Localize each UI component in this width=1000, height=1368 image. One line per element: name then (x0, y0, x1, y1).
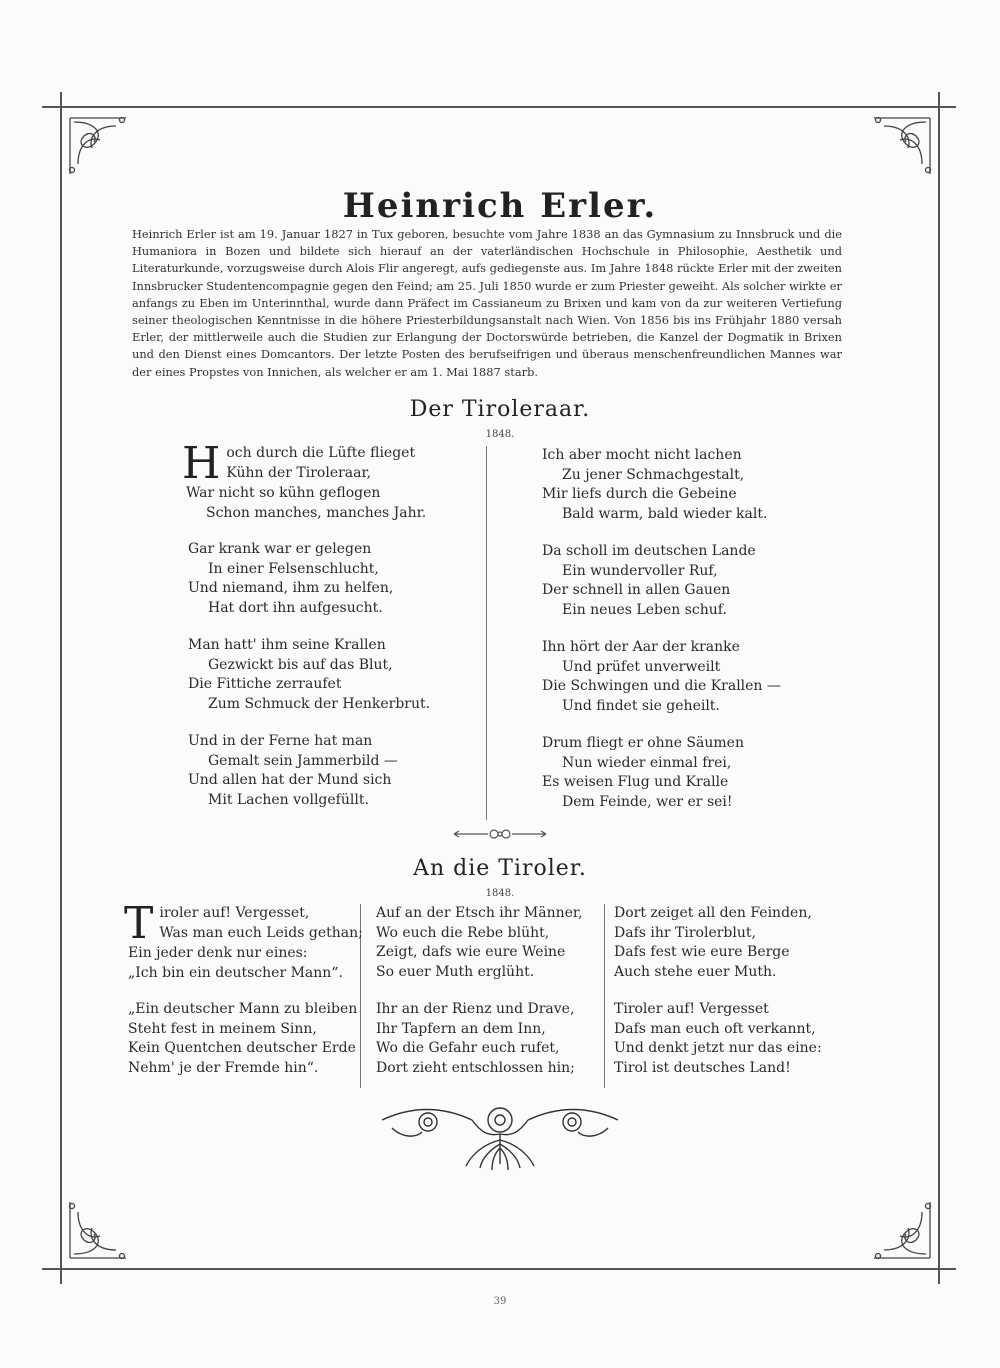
stanza (188, 540, 393, 618)
verse-line: Ein jeder denk nur eines: (128, 945, 308, 961)
verse-line: In einer Felsenschlucht, (208, 560, 379, 577)
verse-line: Zu jener Schmachgestalt, (562, 466, 745, 483)
verse-line: Kühn der Tiroleraar, (226, 464, 372, 481)
verse-line: Zeigt, dafs wie eure Weine (376, 944, 566, 960)
verse-line: Der schnell in allen Gauen (542, 582, 731, 598)
frame-top-line (42, 106, 956, 108)
stanza (614, 904, 812, 982)
verse-line: Mit Lachen vollgefüllt. (208, 791, 369, 808)
stanza (542, 542, 756, 620)
verse-line: War nicht so kühn geflogen (186, 485, 381, 501)
verse-line: Die Fittiche zerraufet (188, 676, 342, 692)
verse-line: Gemalt sein Jammerbild — (208, 752, 398, 769)
frame-bottom-line (42, 1268, 956, 1270)
drop-cap: T (124, 898, 154, 949)
verse-line: Dafs fest wie eure Berge (614, 944, 790, 960)
verse-line: Dafs ihr Tirolerblut, (614, 924, 756, 941)
verse-line: Da scholl im deutschen Lande (542, 543, 756, 559)
verse-line: Mir liefs durch die Gebeine (542, 486, 737, 502)
drop-cap: H (182, 438, 221, 489)
verse-line: och durch die Lüfte flieget (226, 445, 416, 461)
verse-line: Was man euch Leids gethan; (159, 924, 363, 941)
verse-line: Gezwickt bis auf das Blut, (208, 656, 393, 673)
verse-line: Dort zieht entschlossen hin; (376, 1059, 575, 1076)
stanza (542, 638, 781, 716)
verse-line: Schon manches, manches Jahr. (206, 504, 427, 521)
stanza (124, 898, 363, 983)
verse-line: Und findet sie geheilt. (562, 697, 720, 714)
verse-line: Hat dort ihn aufgesucht. (208, 599, 383, 616)
verse-line: „Ich bin ein deutscher Mann“. (128, 964, 343, 981)
verse-line: Bald warm, bald wieder kalt. (562, 505, 768, 522)
verse-line: Nun wieder einmal frei, (562, 754, 732, 771)
verse-line: Ein neues Leben schuf. (562, 601, 727, 618)
verse-line: Und prüfet unverweilt (562, 658, 721, 675)
separator-ornament-icon (450, 826, 550, 842)
corner-ornament-bottom-right-icon (854, 1182, 934, 1262)
page-number: 39 (493, 1296, 507, 1307)
stanza (188, 636, 430, 714)
column-divider (604, 904, 605, 1088)
verse-line: Kein Quentchen deutscher Erde (128, 1040, 356, 1056)
stanza (188, 732, 398, 810)
frame-right-line (938, 92, 940, 1284)
verse-line: Und allen hat der Mund sich (188, 772, 392, 788)
biography-paragraph (132, 226, 842, 381)
verse-line: Auf an der Etsch ihr Männer, (376, 905, 583, 921)
verse-line: Man hatt' ihm seine Krallen (188, 637, 386, 653)
verse-line: Auch stehe euer Muth. (614, 963, 777, 980)
verse-line: Es weisen Flug und Kralle (542, 774, 729, 790)
corner-ornament-bottom-left-icon (66, 1182, 146, 1262)
verse-line: Ihn hört der Aar der kranke (542, 639, 740, 655)
column-divider (486, 446, 487, 820)
verse-line: Ein wundervoller Ruf, (562, 562, 718, 579)
verse-line: Tiroler auf! Vergesset (614, 1001, 769, 1017)
verse-line: Wo die Gefahr euch rufet, (376, 1040, 560, 1056)
corner-ornament-top-left-icon (66, 114, 146, 194)
verse-line: iroler auf! Vergesset, (159, 905, 310, 921)
stanza (614, 1000, 822, 1078)
verse-line: Steht fest in meinem Sinn, (128, 1020, 317, 1037)
verse-line: „Ein deutscher Mann zu bleiben (128, 1001, 358, 1017)
stanza (128, 1000, 357, 1078)
verse-line: Und niemand, ihm zu helfen, (188, 580, 394, 596)
verse-line: Nehm' je der Fremde hin“. (128, 1059, 319, 1076)
stanza (542, 446, 767, 524)
verse-line: Ihr an der Rienz und Drave, (376, 1001, 575, 1017)
verse-line: Die Schwingen und die Krallen — (542, 678, 781, 694)
frame-left-line (60, 92, 62, 1284)
verse-line: Tirol ist deutsches Land! (614, 1059, 791, 1076)
stanza (182, 438, 427, 523)
verse-line: Dort zeiget all den Feinden, (614, 905, 812, 921)
verse-line: Ich aber mocht nicht lachen (542, 447, 742, 463)
verse-line: Wo euch die Rebe blüht, (376, 924, 550, 941)
fleuron-ornament-icon (372, 1100, 628, 1172)
page-title: Heinrich Erler. (342, 186, 658, 226)
verse-line: Drum fliegt er ohne Säumen (542, 735, 744, 751)
poem-title-tiroleraar: Der Tiroleraar. (409, 397, 591, 422)
verse-line: Dem Feinde, wer er sei! (562, 793, 733, 810)
stanza (376, 904, 583, 982)
verse-line: Zum Schmuck der Henkerbrut. (208, 695, 431, 712)
corner-ornament-top-right-icon (854, 114, 934, 194)
biography-text: Heinrich Erler ist am 19. Januar 1827 in Tux geboren, besuchte vom Jahre 1838 an das Gymnasium zu Innsbruck und die Humaniora in Bozen und bildete sich hierauf an der vaterländischen Hochschule in Philosophie, Aesthetik und Literaturkunde, vorzugsweise durch Alois Flir angeregt, aufs gediegenste aus. Im Jahre 1848 rückte Erler mit der zweiten Innsbrucker Studentencompagnie gegen den Feind; am 25. Juli 1850 wurde er zum Priester geweiht. Als solcher wirkte er anfangs zu Eben im Unterinnthal, wurde dann Präfect im Cassianeum zu Brixen und kam von da zur weiteren Vertiefung seiner theologischen Kenntnisse in die höhere Priesterbildungsanstalt nach Wien. Von 1856 bis ins Frühjahr 1880 versah Erler, der mittlerweile auch die Studien zur Erlangung der Doctorswürde betrieben, die Kanzel der Dogmatik in Brixen und den Dienst eines Domcantors. Der letzte Posten des berufseifrigen und überaus menschenfreundlichen Mannes war der eines Propstes von Innichen, als welcher er am 1. Mai 1887 starb. (132, 227, 842, 379)
verse-line: Und in der Ferne hat man (188, 733, 373, 749)
stanza (542, 734, 744, 812)
verse-line: Ihr Tapfern an dem Inn, (376, 1020, 546, 1037)
verse-line: Dafs man euch oft verkannt, (614, 1020, 816, 1037)
poem-year-an-die-tiroler: 1848. (485, 888, 515, 899)
poem-year-tiroleraar: 1848. (485, 429, 515, 440)
stanza (376, 1000, 575, 1078)
verse-line: Gar krank war er gelegen (188, 541, 372, 557)
verse-line: Und denkt jetzt nur das eine: (614, 1040, 822, 1056)
poem-title-an-die-tiroler: An die Tiroler. (413, 856, 587, 881)
verse-line: So euer Muth erglüht. (376, 963, 535, 980)
